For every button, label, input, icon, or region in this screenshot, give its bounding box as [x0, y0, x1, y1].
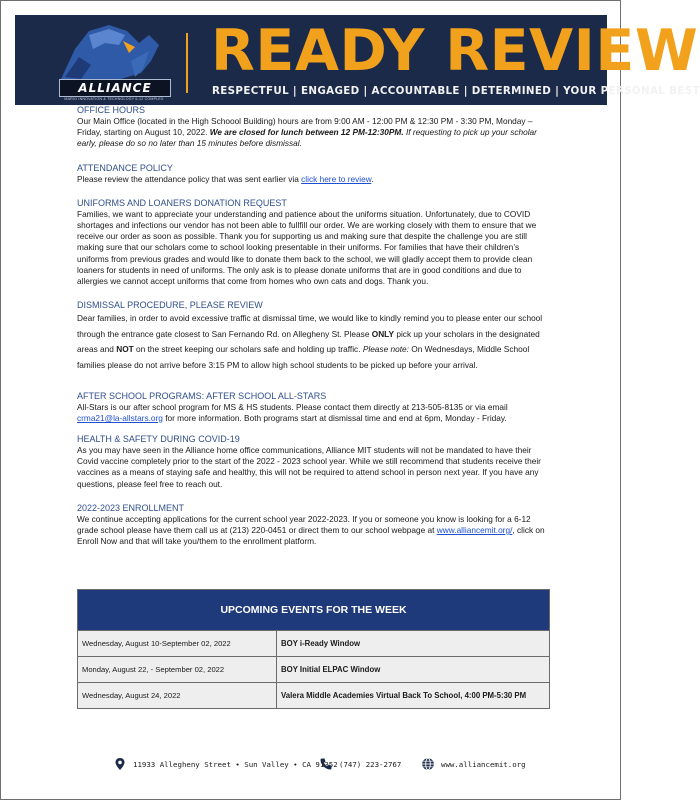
logo-subtext: MARIO INNOVATION & TECHNOLOGY 6-12 COMPLEX — [64, 97, 164, 101]
event-date: Wednesday, August 24, 2022 — [78, 683, 277, 708]
school-website-link[interactable]: www.alliancemit.org/ — [436, 525, 513, 536]
allstars-email-link[interactable]: crma21@la-allstars.org — [77, 412, 163, 423]
section-title: DISMISSAL PROCEDURE, PLEASE REVIEW — [77, 300, 263, 311]
table-row — [78, 682, 549, 708]
attendance-end: . — [371, 173, 374, 184]
section-body: Families, we want to appreciate your understanding and patience about the uniforms situation. Unfortunately, due to COVID shortages and infections our vendor has not been able to fullfill our order. We are working closely with them to ensure that we receive our order as soon as possible. Thank you for supporting us and making sure that despite the challenge you are still making sure that our scholars come to school looking presentable in their uniforms. For families that have their children’s uniforms from previous grades and would like to donate them back to the school, we will gladly accept them to provide clean loaners for students in need of uniforms. The only ask is to please donate uniforms that are in good conditions and due to allergies we cannot accept uniforms that come from homes who own cats and dogs. Thank you. — [77, 208, 537, 287]
section-uniforms — [77, 198, 551, 287]
enrollment-text-2: , click on Enroll Now and that will take you/them to the enrollment platform. — [77, 525, 545, 547]
dismissal-note-label: Please note: — [362, 344, 409, 355]
event-name: BOY i-Ready Window — [281, 639, 361, 648]
dismissal-text-2: pick up your scholars in the designated areas and — [77, 328, 540, 355]
dismissal-text-4: On Wednesdays, Middle School families please do not arrive before 3:15 PM to allow high school students to be picked up before your arrival. — [77, 344, 530, 371]
section-title: OFFICE HOURS — [77, 105, 146, 115]
section-title: 2022-2023 ENROLLMENT — [77, 502, 185, 513]
office-hours-text: Our Main Office (located in the High Schoool Building) hours are from 9:00 AM - 12:00 PM & 12:30 PM - 3:30 PM, Monday – Friday, starting on August 10, 2022. — [77, 116, 533, 138]
dismissal-not: NOT — [116, 344, 134, 355]
page-title: READY REVIEW — [211, 18, 699, 84]
section-health — [77, 434, 551, 490]
section-after-school — [77, 391, 551, 424]
event-name: BOY Initial ELPAC Window — [281, 665, 381, 674]
event-date: Wednesday, August 10-September 02, 2022 — [78, 631, 277, 656]
section-body — [77, 514, 551, 548]
phone-icon — [319, 757, 333, 771]
header-divider — [186, 33, 188, 93]
location-pin-icon — [113, 757, 127, 771]
after-school-text-1: All-Stars is our after school program for MS & HS students. Please contact them directly at 213-505-8135 or via email — [77, 401, 508, 412]
early-pickup-text: If requesting to pick up your scholar early, please do so no later than 15 minutes before dismissal. — [77, 127, 537, 149]
enrollment-text-1: We continue accepting applications for the current school year 2022-2023. If you or someone you know is looking for a 6-12 grade school please have them call us at (213) 220-0451 or direct them to our school webpage at — [77, 513, 531, 536]
alliance-logo — [31, 21, 171, 101]
events-table — [77, 589, 550, 709]
attendance-text: Please review the attendance policy that was sent earlier via — [77, 173, 302, 184]
section-body — [77, 402, 551, 424]
content-area — [77, 105, 551, 547]
section-body — [77, 311, 551, 373]
section-office-hours — [77, 105, 551, 150]
footer-address — [113, 753, 338, 775]
logo-wordmark: ALLIANCE — [59, 79, 171, 97]
header-banner — [15, 15, 700, 105]
section-body — [77, 116, 551, 150]
section-title: ATTENDANCE POLICY — [77, 162, 173, 173]
section-attendance — [77, 163, 551, 185]
website-text[interactable]: www.alliancemit.org — [441, 759, 526, 769]
events-table-title: UPCOMING EVENTS FOR THE WEEK — [78, 590, 549, 630]
event-date: Monday, August 22, - September 02, 2022 — [78, 657, 277, 682]
section-dismissal — [77, 300, 551, 373]
globe-icon — [421, 757, 435, 771]
footer-website — [421, 753, 526, 775]
section-enrollment — [77, 503, 551, 548]
footer — [1, 753, 622, 775]
section-body: As you may have seen in the Alliance home office communications, Alliance MIT students will not be mandated to have their Covid vaccine completely prior to the start of the 2022 - 2023 school year. While we still recommend that students receive their vaccines as a means of staying safe and healthy, this will not be required to attend school in person next year. If you have any questions, please feel free to reach out. — [77, 445, 541, 489]
dismissal-text-1: Dear families, in order to avoid excessive traffic at dismissal time, we would like to kindly remind you to please enter our school through the entrance gate closest to San Fernando Rd. on Allegheny St. Please — [77, 313, 543, 339]
table-row — [78, 656, 549, 682]
after-school-text-2: for more information. Both programs start at dismissal time and end at 6pm, Monday - Friday. — [162, 412, 507, 423]
footer-phone — [319, 753, 401, 775]
attendance-policy-link[interactable]: click here to review — [301, 173, 372, 184]
table-row — [78, 630, 549, 656]
section-title: HEALTH & SAFETY DURING COVID-19 — [77, 434, 240, 445]
address-text: 11933 Allegheny Street • Sun Valley • CA 91352 — [133, 759, 338, 769]
section-title: AFTER SCHOOL PROGRAMS: AFTER SCHOOL ALL-STARS — [77, 390, 327, 401]
phone-text: (747) 223-2767 — [339, 759, 402, 769]
event-name: Valera Middle Academies Virtual Back To School, 4:00 PM-5:30 PM — [281, 691, 527, 700]
dismissal-only: ONLY — [371, 328, 395, 339]
section-body — [77, 174, 551, 185]
dismissal-text-3: on the street keeping our scholars safe and holding up traffic. — [133, 344, 363, 355]
lunch-closure-text: We are closed for lunch between 12 PM-12:30PM. — [209, 127, 404, 138]
section-title: UNIFORMS AND LOANERS DONATION REQUEST — [77, 197, 287, 208]
tagline: RESPECTFUL | ENGAGED | ACCOUNTABLE | DETERMINED | YOUR PERSONAL BEST — [212, 85, 700, 97]
